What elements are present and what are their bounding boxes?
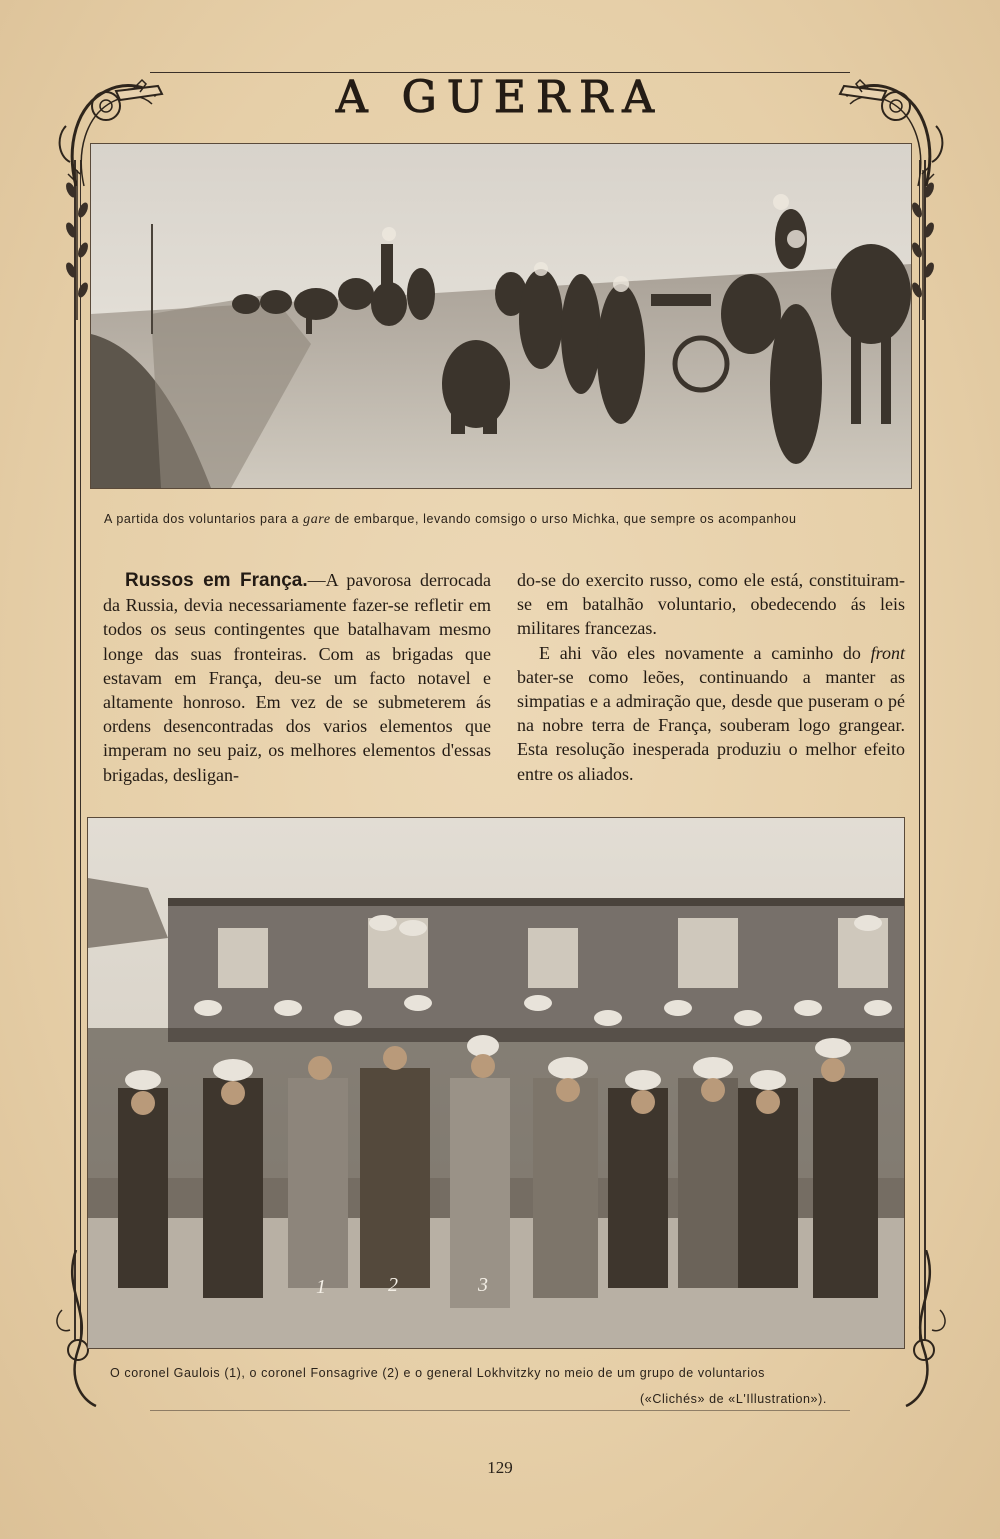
frame-left-line	[74, 160, 76, 1340]
bottom-photo-caption-1: O coronel Gaulois (1), o coronel Fonsagrive (2) e o general Lokhvitzky no meio de um grupo de voluntarios	[110, 1366, 765, 1380]
caption-italic: gare	[303, 512, 331, 527]
article-paragraph-1	[103, 568, 491, 787]
bottom-photo-caption-2: («Clichés» de «L'Illustration»).	[640, 1392, 827, 1406]
frame-bottom-line	[150, 1410, 850, 1411]
article-p3-italic: front	[870, 642, 905, 663]
photo-marker-2: 2	[388, 1274, 398, 1296]
bottom-photo	[87, 817, 905, 1349]
frame-left-line-inner	[80, 160, 81, 1340]
caption-text-1: A partida dos voluntarios para a	[104, 512, 304, 526]
top-photo-image	[91, 144, 911, 488]
top-photo	[90, 143, 912, 489]
laurel-right-icon	[908, 170, 938, 320]
top-photo-caption	[104, 512, 797, 528]
caption-text-2: de embarque, levando comsigo o urso Michka, que sempre os acompanhou	[330, 512, 797, 526]
article-column-2	[517, 568, 905, 786]
laurel-left-icon	[62, 170, 92, 320]
frame-right-line	[924, 160, 926, 1340]
article-paragraph-2: do-se do exercito russo, como ele está, constituiram-se em batalhão voluntario, obedecendo ás leis militares francezas.	[517, 570, 905, 639]
bottom-photo-image	[88, 818, 904, 1348]
page-title: A GUERRA	[335, 72, 665, 123]
article-col1-text: —A pavorosa derrocada da Russia, devia necessariamente fazer-se refletir em todos os seus contingentes que batalhavam mesmo longe das suas fronteiras. Com as brigadas que estavam em França, deu-se um facto notavel e altamente honroso. Em vez de se submeterem ás ordens desencontradas dos varios elementos que imperam no seu paiz, os melhores elementos d'essas brigadas, desligan-	[103, 570, 491, 785]
article-column-1	[103, 568, 491, 787]
page-number: 129	[487, 1458, 513, 1477]
article-heading: Russos em França.	[125, 570, 308, 591]
frame-right-line-inner	[919, 160, 920, 1340]
photo-marker-3: 3	[478, 1274, 488, 1296]
photo-marker-1: 1	[316, 1276, 326, 1298]
article-p3-text-2: bater-se como leões, continuando a manter as simpatias e a admiração que, desde que puseram o pé na nobre terra de França, souberam logo grangear. Esta resolução inesperada produziu o melhor efeito entre os aliados.	[517, 666, 905, 784]
article-paragraph-3	[517, 641, 905, 786]
article-p3-text-1: E ahi vão eles novamente a caminho do	[539, 642, 871, 663]
